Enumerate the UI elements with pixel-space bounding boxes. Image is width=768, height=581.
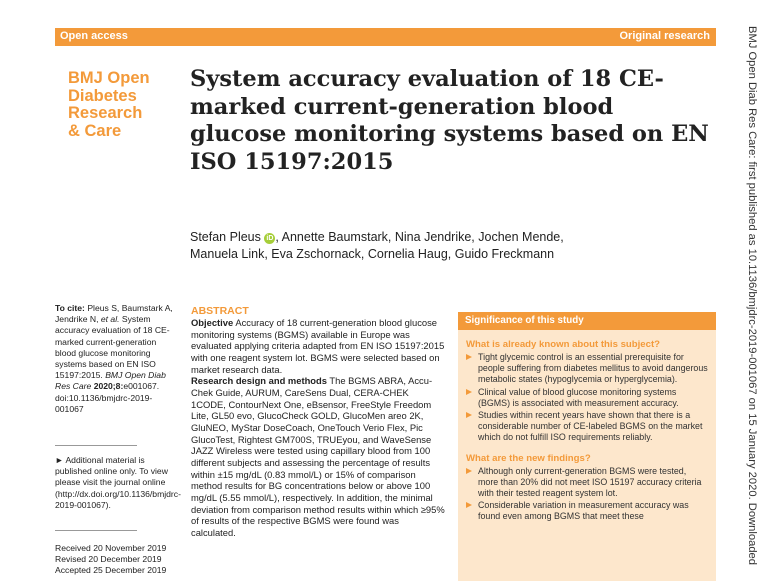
- journal-logo: [68, 70, 188, 140]
- cite-text-2: System accuracy evaluation of 18 CE-marked current-generation blood glucose monitoring systems based on EN ISO 15197:2015.: [55, 314, 170, 381]
- known-heading: What is already known about this subject?: [466, 339, 661, 350]
- significance-title: Significance of this study: [458, 312, 716, 330]
- revised-date: Revised 20 December 2019: [55, 554, 162, 565]
- known-list: [466, 352, 708, 444]
- abstract-methods: [191, 375, 446, 538]
- sidebar-divider-2: [55, 530, 137, 531]
- author-list-line-2: Manuela Link, Eva Zschornack, Cornelia Haug, Guido Freckmann: [190, 247, 555, 261]
- cite-year: 2020;8:: [93, 381, 124, 392]
- vertical-citation-text[interactable]: BMJ Open Diab Res Care: first published as 10.1136/bmjdrc-2019-001067 on 15 January 2020. Downloaded: [746, 26, 758, 565]
- accepted-date: Accepted 25 December 2019: [55, 565, 167, 576]
- objective-label: Objective: [191, 317, 234, 328]
- significance-box: [458, 312, 716, 581]
- article-title: System accuracy evaluation of 18 CE-marked current-generation blood glucose monitoring systems based on EN ISO 15197:2015: [190, 66, 709, 175]
- journal-logo-line-2: Diabetes: [68, 86, 137, 105]
- triangle-bullet-icon: [466, 354, 472, 360]
- list-item: Clinical value of blood glucose monitoring systems (BGMS) is associated with measurement accuracy.: [466, 387, 708, 409]
- vertical-citation-note: [738, 26, 760, 581]
- author-list: [190, 229, 670, 263]
- triangle-bullet-icon: [466, 412, 472, 418]
- journal-logo-line-3: Research: [68, 104, 143, 122]
- orcid-icon[interactable]: iD: [266, 235, 274, 242]
- author-list-rest: , Annette Baumstark, Nina Jendrike, Jochen Mende,: [275, 230, 564, 244]
- cite-text: Pleus S, Baumstark A, Jendrike N,: [55, 303, 173, 325]
- cite-journal: BMJ Open Diab Res Care: [55, 370, 166, 392]
- citation-block: [55, 303, 175, 415]
- triangle-bullet-icon: [466, 502, 472, 508]
- cite-etal: et al.: [100, 314, 120, 325]
- triangle-bullet-icon: [466, 389, 472, 395]
- abstract-section: [191, 305, 446, 538]
- methods-label: Research design and methods: [191, 375, 327, 387]
- additional-material-note: [55, 455, 181, 511]
- objective-text: Accuracy of 18 current-generation blood glucose monitoring systems (BGMS) available in Europe was evaluated applying criteria adapted from EN ISO 15197:2015 with one reagent system lot. BGMS were selected based on market research data.: [191, 317, 445, 375]
- article-type-label: Original research: [619, 30, 710, 42]
- triangle-bullet-icon: [466, 468, 472, 474]
- author-first[interactable]: Stefan Pleus: [190, 230, 261, 244]
- findings-heading: What are the new findings?: [466, 452, 591, 464]
- bullet-arrow-icon: ►: [55, 455, 64, 465]
- dates-block: [55, 543, 175, 577]
- list-item: Considerable variation in measurement accuracy was found even among BGMS that meet these: [466, 500, 708, 522]
- received-date: Received 20 November 2019: [55, 543, 167, 553]
- cite-doi[interactable]: e001067. doi:10.1136/bmjdrc-2019-001067: [55, 381, 160, 414]
- abstract-heading: ABSTRACT: [191, 305, 249, 317]
- additional-material-text[interactable]: Additional material is published online only. To view please visit the journal online (http://dx.doi.org/10.1136/bmjdrc-2019-001067).: [55, 455, 181, 510]
- top-banner: [55, 28, 716, 46]
- journal-logo-line-1: BMJ Open: [68, 69, 150, 87]
- list-item: Tight glycemic control is an essential prerequisite for people suffering from diabetes mellitus to avoid dangerous metabolic states (hypoglycemia or hyperglycemia).: [466, 352, 708, 386]
- journal-logo-line-4: & Care: [68, 121, 122, 140]
- findings-list: [466, 466, 708, 523]
- abstract-objective: [191, 317, 446, 375]
- sidebar-divider: [55, 445, 137, 446]
- methods-text: The BGMS ABRA, Accu-Chek Guide, AURUM, CareSens Dual, CERA-CHEK 1CODE, ContourNext One, eBsensor, FreeStyle Freedom Lite, GL50 evo, GlucoCheck GOLD, GlucoMen areo 2K, GluNEO, MyStar DoseCoach, OneTouch Verio Flex, Pic GlucoTest, Rightest GM700S, TRUEyou, and WaveSense JAZZ Wireless were tested using capillary blood from 100 different subjects and assessing the percentage of results within ±15 mg/dL (0.83 mmol/L) or 15% of comparison method results for BG concentrations below or above 100 mg/dL (5.55 mmol/L), respectively. In addition, the minimal deviation from comparison method results within which ≥95% of results of the respective BGMS were found was calculated.: [191, 375, 445, 538]
- list-item: Studies within recent years have shown that there is a considerable number of CE-labeled BGMS on the market which do not fulfill ISO requirements reliably.: [466, 410, 708, 444]
- cite-label: To cite:: [55, 303, 85, 313]
- open-access-label: Open access: [60, 30, 128, 42]
- list-item: Although only current-generation BGMS were tested, more than 20% did not meet ISO 15197 accuracy criteria with their tested reagent system lot.: [466, 466, 708, 500]
